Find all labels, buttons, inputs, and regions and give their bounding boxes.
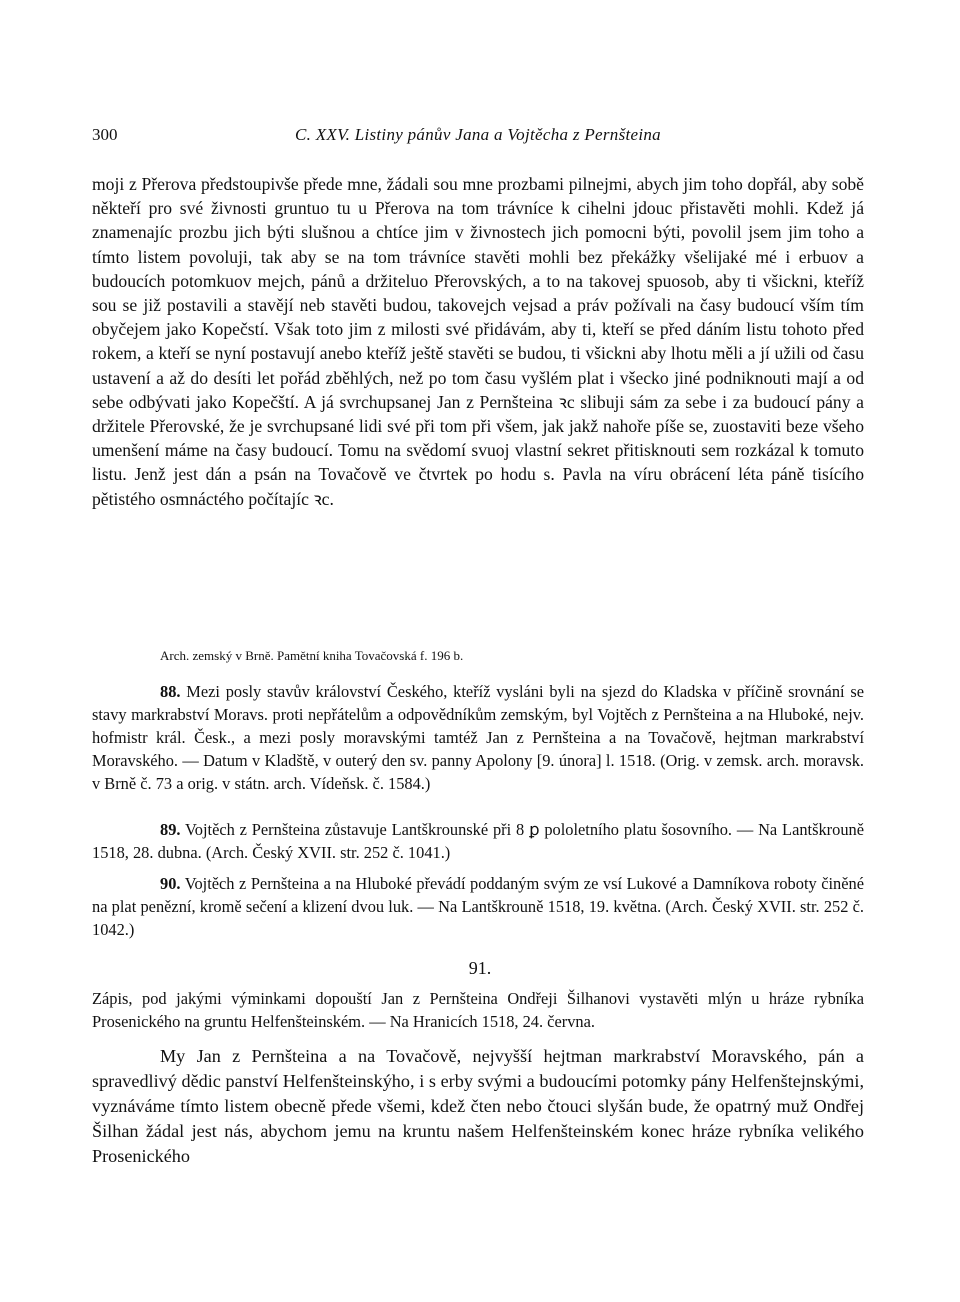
regest-89: [92, 818, 864, 864]
regest-text: Vojtěch z Pernšteina a na Hluboké převádí poddaným svým ze vsí Lukové a Damníkova roboty činěné na plat penězní, kromě sečení a klizení dvou luk. — Na Lantškrouně 1518, 19. května. (Arch. Český XVII. str. 252 č. 1042.): [92, 874, 864, 939]
document-text: My Jan z Pernšteina a na Tovačově, nejvyšší hejtman markrabství Moravského, pán a spravedlivý dědic panství Helfenšteinskýho, i s erby svými a budoucími potomky pány Helfenštejnskými, vyznáváme tímto listem obecně přede všemi, kdež čten nebo čtouci slyšán bude, že opatrný muž Ondřej Šilhan žádal jest nás, abychom jemu na kruntu našem Helfenšteinském konec hráze rybníka velikého Prosenického: [92, 1046, 864, 1166]
regest-88: [92, 680, 864, 795]
continued-letter-text: [92, 172, 864, 511]
regest-text: Vojtěch z Pernšteina zůstavuje Lantškrounské při 8 ꝑ pololetního platu šosovního. — Na Lantškrouně 1518, 28. dubna. (Arch. Český XVII. str. 252 č. 1041.): [92, 820, 864, 862]
regest-text: Mezi posly stavův království Českého, kteříž vysláni byli na sjezd do Kladska v příčině srovnání se stavy markrabství Moravs. proti nepřátelům a odpovědníkům zemským, byl Vojtěch z Pernšteina a na Hluboké, nejv. hofmistr král. Česk., a mezi posly moravskými tamtéž Jan z Pernšteina a na Tovačově, hejtman markrabství Moravského. — Datum v Kladště, v outerý den sv. panny Apolony [9. února] l. 1518. (Orig. v zemsk. arch. moravsk. v Brně č. 73 a orig. v státn. arch. Vídeňsk. č. 1584.): [92, 682, 864, 793]
archive-source-note: Arch. zemský v Brně. Pamětní kniha Tovačovská f. 196 b.: [160, 648, 464, 663]
regest-number: 90.: [160, 874, 181, 893]
page-number: 300: [92, 125, 118, 144]
regest-number: 88.: [160, 682, 181, 701]
regest-90: [92, 872, 864, 941]
letter-paragraph: moji z Přerova předstoupivše přede mne, žádali sou mne prozbami pilnejmi, abych jim toho dopřál, aby sobě někteří pro své živnosti gruntuo tu u Přerova na tom trávníce k cihelni jdouc přistavěti mohli. Kdež já znamenajíc prozbu jich býti slušnou a chtíce jim v živnostech jich pomocni býti, povolil jsem jim toho a tímto listem povoluji, tak aby se na tom trávníce stavěti mohli bez překážky všelijaké mé i erbuov a budoucích potomkuov mejch, pánů a držiteluo Přerovských, a to na takovej spuosob, aby ti všickni, kteříž sou se již postavili a stavějí neb stavěti budou, takovejch vejsad a práv požívali na časy budoucí vším tím obyčejem jako Kopečstí. Však toto jim z milosti své přidávám, aby ti, kteří se před dáním listu tohoto před rokem, a kteří se nyní postavují anebo kteříž ještě stavěti se budou, ti všickni aby lhotu měli a jí užili od času ustavení a až do desíti let pořád zběhlých, než po tom času vyšlém plat i všecko jiné podniknouti mají a od sebe odbývati jako Kopečští. A já svrchupsanej Jan z Pernšteina ꝛc slibuji sám za sebe i za budoucí pány a držitele Přerovské, že je svrchupsané lidi své při tom při všem, jak jakž nahoře píše se, zuostaviti beze všeho umenšení máme na časy budoucí. Tomu na svědomí svuoj vlastní sekret přitisknouti sem rozkázal k tomuto listu. Jenž jest dán a psán na Tovačově ve čtvrtek po hodu s. Pavla na víru obrácení léta páně tisícího pětistého osmnáctého počítajíc ꝛc.: [92, 174, 864, 509]
running-head: C. XXV. Listiny pánův Jana a Vojtěcha z Pernšteina: [295, 125, 661, 144]
page-header: [92, 122, 864, 148]
document-summary: Zápis, pod jakými výminkami dopouští Jan z Pernšteina Ondřeji Šilhanovi vystavěti mlýn u hráze rybníka Prosenického na gruntu Helfenšteinském. — Na Hranicích 1518, 24. června.: [92, 989, 864, 1031]
regest-number: 89.: [160, 820, 181, 839]
document-number: 91.: [468, 958, 492, 978]
